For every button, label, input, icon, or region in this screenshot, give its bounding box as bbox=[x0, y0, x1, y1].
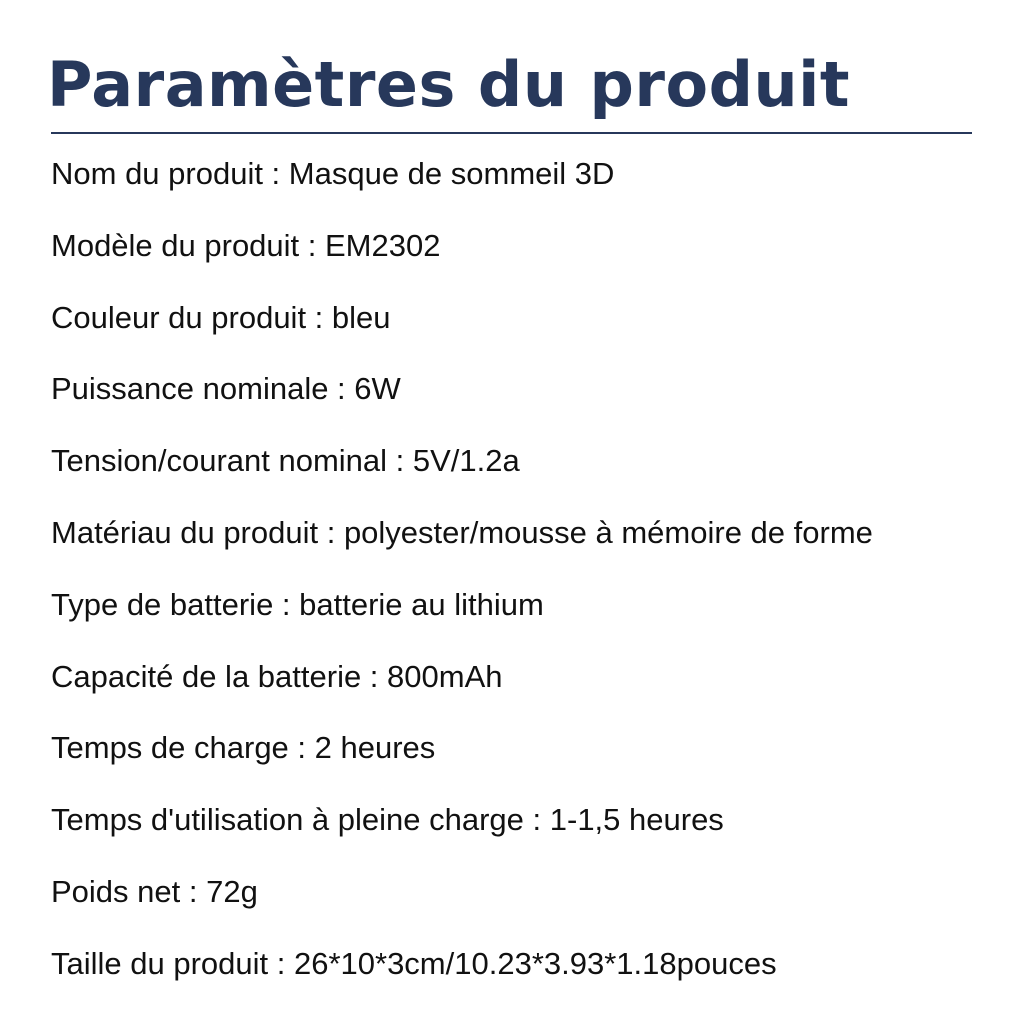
spec-product-model: Modèle du produit : EM2302 bbox=[51, 227, 441, 263]
spec-battery-type: Type de batterie : batterie au lithium bbox=[51, 586, 544, 622]
spec-material: Matériau du produit : polyester/mousse à mémoire de forme bbox=[51, 514, 873, 550]
spec-charge-time: Temps de charge : 2 heures bbox=[51, 730, 436, 766]
spec-list bbox=[51, 148, 873, 1010]
spec-product-name: Nom du produit : Masque de sommeil 3D bbox=[51, 156, 615, 191]
spec-rated-power: Puissance nominale : 6W bbox=[51, 371, 401, 407]
spec-product-color: Couleur du produit : bleu bbox=[51, 299, 391, 335]
spec-voltage-current: Tension/courant nominal : 5V/1.2a bbox=[51, 443, 520, 479]
page-title: Paramètres du produit bbox=[47, 48, 850, 121]
title-divider bbox=[51, 132, 972, 134]
spec-net-weight: Poids net : 72g bbox=[51, 873, 258, 909]
spec-battery-capacity: Capacité de la batterie : 800mAh bbox=[51, 658, 503, 694]
spec-product-size: Taille du produit : 26*10*3cm/10.23*3.93*1.18pouces bbox=[51, 945, 777, 981]
spec-usage-time: Temps d'utilisation à pleine charge : 1-1,5 heures bbox=[51, 802, 724, 838]
